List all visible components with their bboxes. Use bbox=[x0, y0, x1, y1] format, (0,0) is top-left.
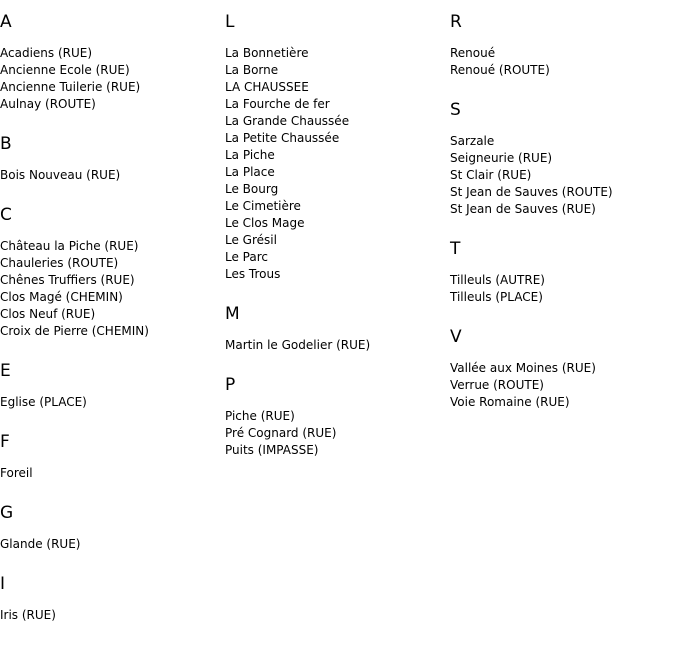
street-item[interactable]: Tilleuls (AUTRE) bbox=[450, 273, 545, 287]
street-item[interactable]: Martin le Godelier (RUE) bbox=[225, 338, 371, 352]
street-item[interactable]: Ancienne Ecole (RUE) bbox=[0, 63, 130, 77]
street-item[interactable]: Clos Magé (CHEMIN) bbox=[0, 290, 123, 304]
street-list bbox=[225, 337, 445, 354]
street-list bbox=[0, 465, 220, 482]
street-item[interactable]: Foreil bbox=[0, 466, 33, 480]
letter-group-s bbox=[450, 100, 670, 218]
letter-group-i bbox=[0, 574, 220, 624]
street-list bbox=[0, 167, 220, 184]
letter-group-a bbox=[0, 12, 220, 113]
letter-heading: P bbox=[225, 375, 236, 395]
street-item[interactable]: Glande (RUE) bbox=[0, 537, 81, 551]
letter-heading: L bbox=[225, 12, 235, 32]
index-column-2 bbox=[225, 12, 445, 480]
street-item[interactable]: Aulnay (ROUTE) bbox=[0, 97, 96, 111]
street-item[interactable]: Le Bourg bbox=[225, 182, 279, 196]
street-item[interactable]: St Jean de Sauves (RUE) bbox=[450, 202, 596, 216]
street-item[interactable]: La Borne bbox=[225, 63, 279, 77]
letter-group-b bbox=[0, 134, 220, 184]
street-item[interactable]: Chauleries (ROUTE) bbox=[0, 256, 119, 270]
letter-heading: V bbox=[450, 327, 462, 347]
letter-heading: A bbox=[0, 12, 12, 32]
letter-heading: S bbox=[450, 100, 461, 120]
letter-heading: B bbox=[0, 134, 12, 154]
street-item[interactable]: Renoué bbox=[450, 46, 496, 60]
street-item[interactable]: Tilleuls (PLACE) bbox=[450, 290, 543, 304]
street-item[interactable]: Le Clos Mage bbox=[225, 216, 305, 230]
letter-group-g bbox=[0, 503, 220, 553]
street-item[interactable]: Ancienne Tuilerie (RUE) bbox=[0, 80, 141, 94]
letter-group-c bbox=[0, 205, 220, 340]
street-list bbox=[0, 238, 220, 340]
street-item[interactable]: Seigneurie (RUE) bbox=[450, 151, 553, 165]
street-item[interactable]: La Fourche de fer bbox=[225, 97, 330, 111]
street-item[interactable]: Sarzale bbox=[450, 134, 495, 148]
street-item[interactable]: Le Cimetière bbox=[225, 199, 301, 213]
letter-heading: F bbox=[0, 432, 10, 452]
street-item[interactable]: Vallée aux Moines (RUE) bbox=[450, 361, 596, 375]
letter-heading: T bbox=[450, 239, 461, 259]
street-item[interactable]: Eglise (PLACE) bbox=[0, 395, 87, 409]
street-list bbox=[450, 360, 670, 411]
letter-heading: M bbox=[225, 304, 240, 324]
letter-group-e bbox=[0, 361, 220, 411]
street-item[interactable]: Le Parc bbox=[225, 250, 268, 264]
letter-heading: G bbox=[0, 503, 14, 523]
street-list bbox=[0, 394, 220, 411]
street-item[interactable]: La Petite Chaussée bbox=[225, 131, 340, 145]
letter-heading: I bbox=[0, 574, 6, 594]
street-item[interactable]: St Clair (RUE) bbox=[450, 168, 532, 182]
street-item[interactable]: Acadiens (RUE) bbox=[0, 46, 93, 60]
street-item[interactable]: Voie Romaine (RUE) bbox=[450, 395, 570, 409]
letter-heading: R bbox=[450, 12, 462, 32]
street-list bbox=[225, 408, 445, 459]
index-column-1 bbox=[0, 12, 220, 645]
street-item[interactable]: Clos Neuf (RUE) bbox=[0, 307, 96, 321]
letter-group-m bbox=[225, 304, 445, 354]
street-item[interactable]: Croix de Pierre (CHEMIN) bbox=[0, 324, 149, 338]
street-item[interactable]: Renoué (ROUTE) bbox=[450, 63, 550, 77]
letter-group-f bbox=[0, 432, 220, 482]
letter-group-v bbox=[450, 327, 670, 411]
street-item[interactable]: Les Trous bbox=[225, 267, 281, 281]
street-item[interactable]: Bois Nouveau (RUE) bbox=[0, 168, 121, 182]
letter-group-r bbox=[450, 12, 670, 79]
letter-heading: C bbox=[0, 205, 12, 225]
street-list bbox=[450, 133, 670, 218]
street-item[interactable]: Iris (RUE) bbox=[0, 608, 56, 622]
street-list bbox=[0, 45, 220, 113]
street-item[interactable]: Piche (RUE) bbox=[225, 409, 295, 423]
street-item[interactable]: La Piche bbox=[225, 148, 275, 162]
street-item[interactable]: Puits (IMPASSE) bbox=[225, 443, 319, 457]
street-list bbox=[450, 45, 670, 79]
letter-heading: E bbox=[0, 361, 11, 381]
street-list bbox=[225, 45, 445, 283]
street-list bbox=[0, 607, 220, 624]
street-item[interactable]: St Jean de Sauves (ROUTE) bbox=[450, 185, 613, 199]
index-column-3 bbox=[450, 12, 670, 432]
street-list bbox=[450, 272, 670, 306]
street-item[interactable]: Verrue (ROUTE) bbox=[450, 378, 544, 392]
street-item[interactable]: Pré Cognard (RUE) bbox=[225, 426, 337, 440]
letter-group-p bbox=[225, 375, 445, 459]
street-item[interactable]: LA CHAUSSEE bbox=[225, 80, 309, 94]
street-list bbox=[0, 536, 220, 553]
street-item[interactable]: La Bonnetière bbox=[225, 46, 309, 60]
street-item[interactable]: La Grande Chaussée bbox=[225, 114, 350, 128]
street-item[interactable]: Le Grésil bbox=[225, 233, 277, 247]
street-item[interactable]: Chênes Truffiers (RUE) bbox=[0, 273, 135, 287]
street-item[interactable]: Château la Piche (RUE) bbox=[0, 239, 139, 253]
letter-group-t bbox=[450, 239, 670, 306]
letter-group-l bbox=[225, 12, 445, 283]
street-item[interactable]: La Place bbox=[225, 165, 275, 179]
